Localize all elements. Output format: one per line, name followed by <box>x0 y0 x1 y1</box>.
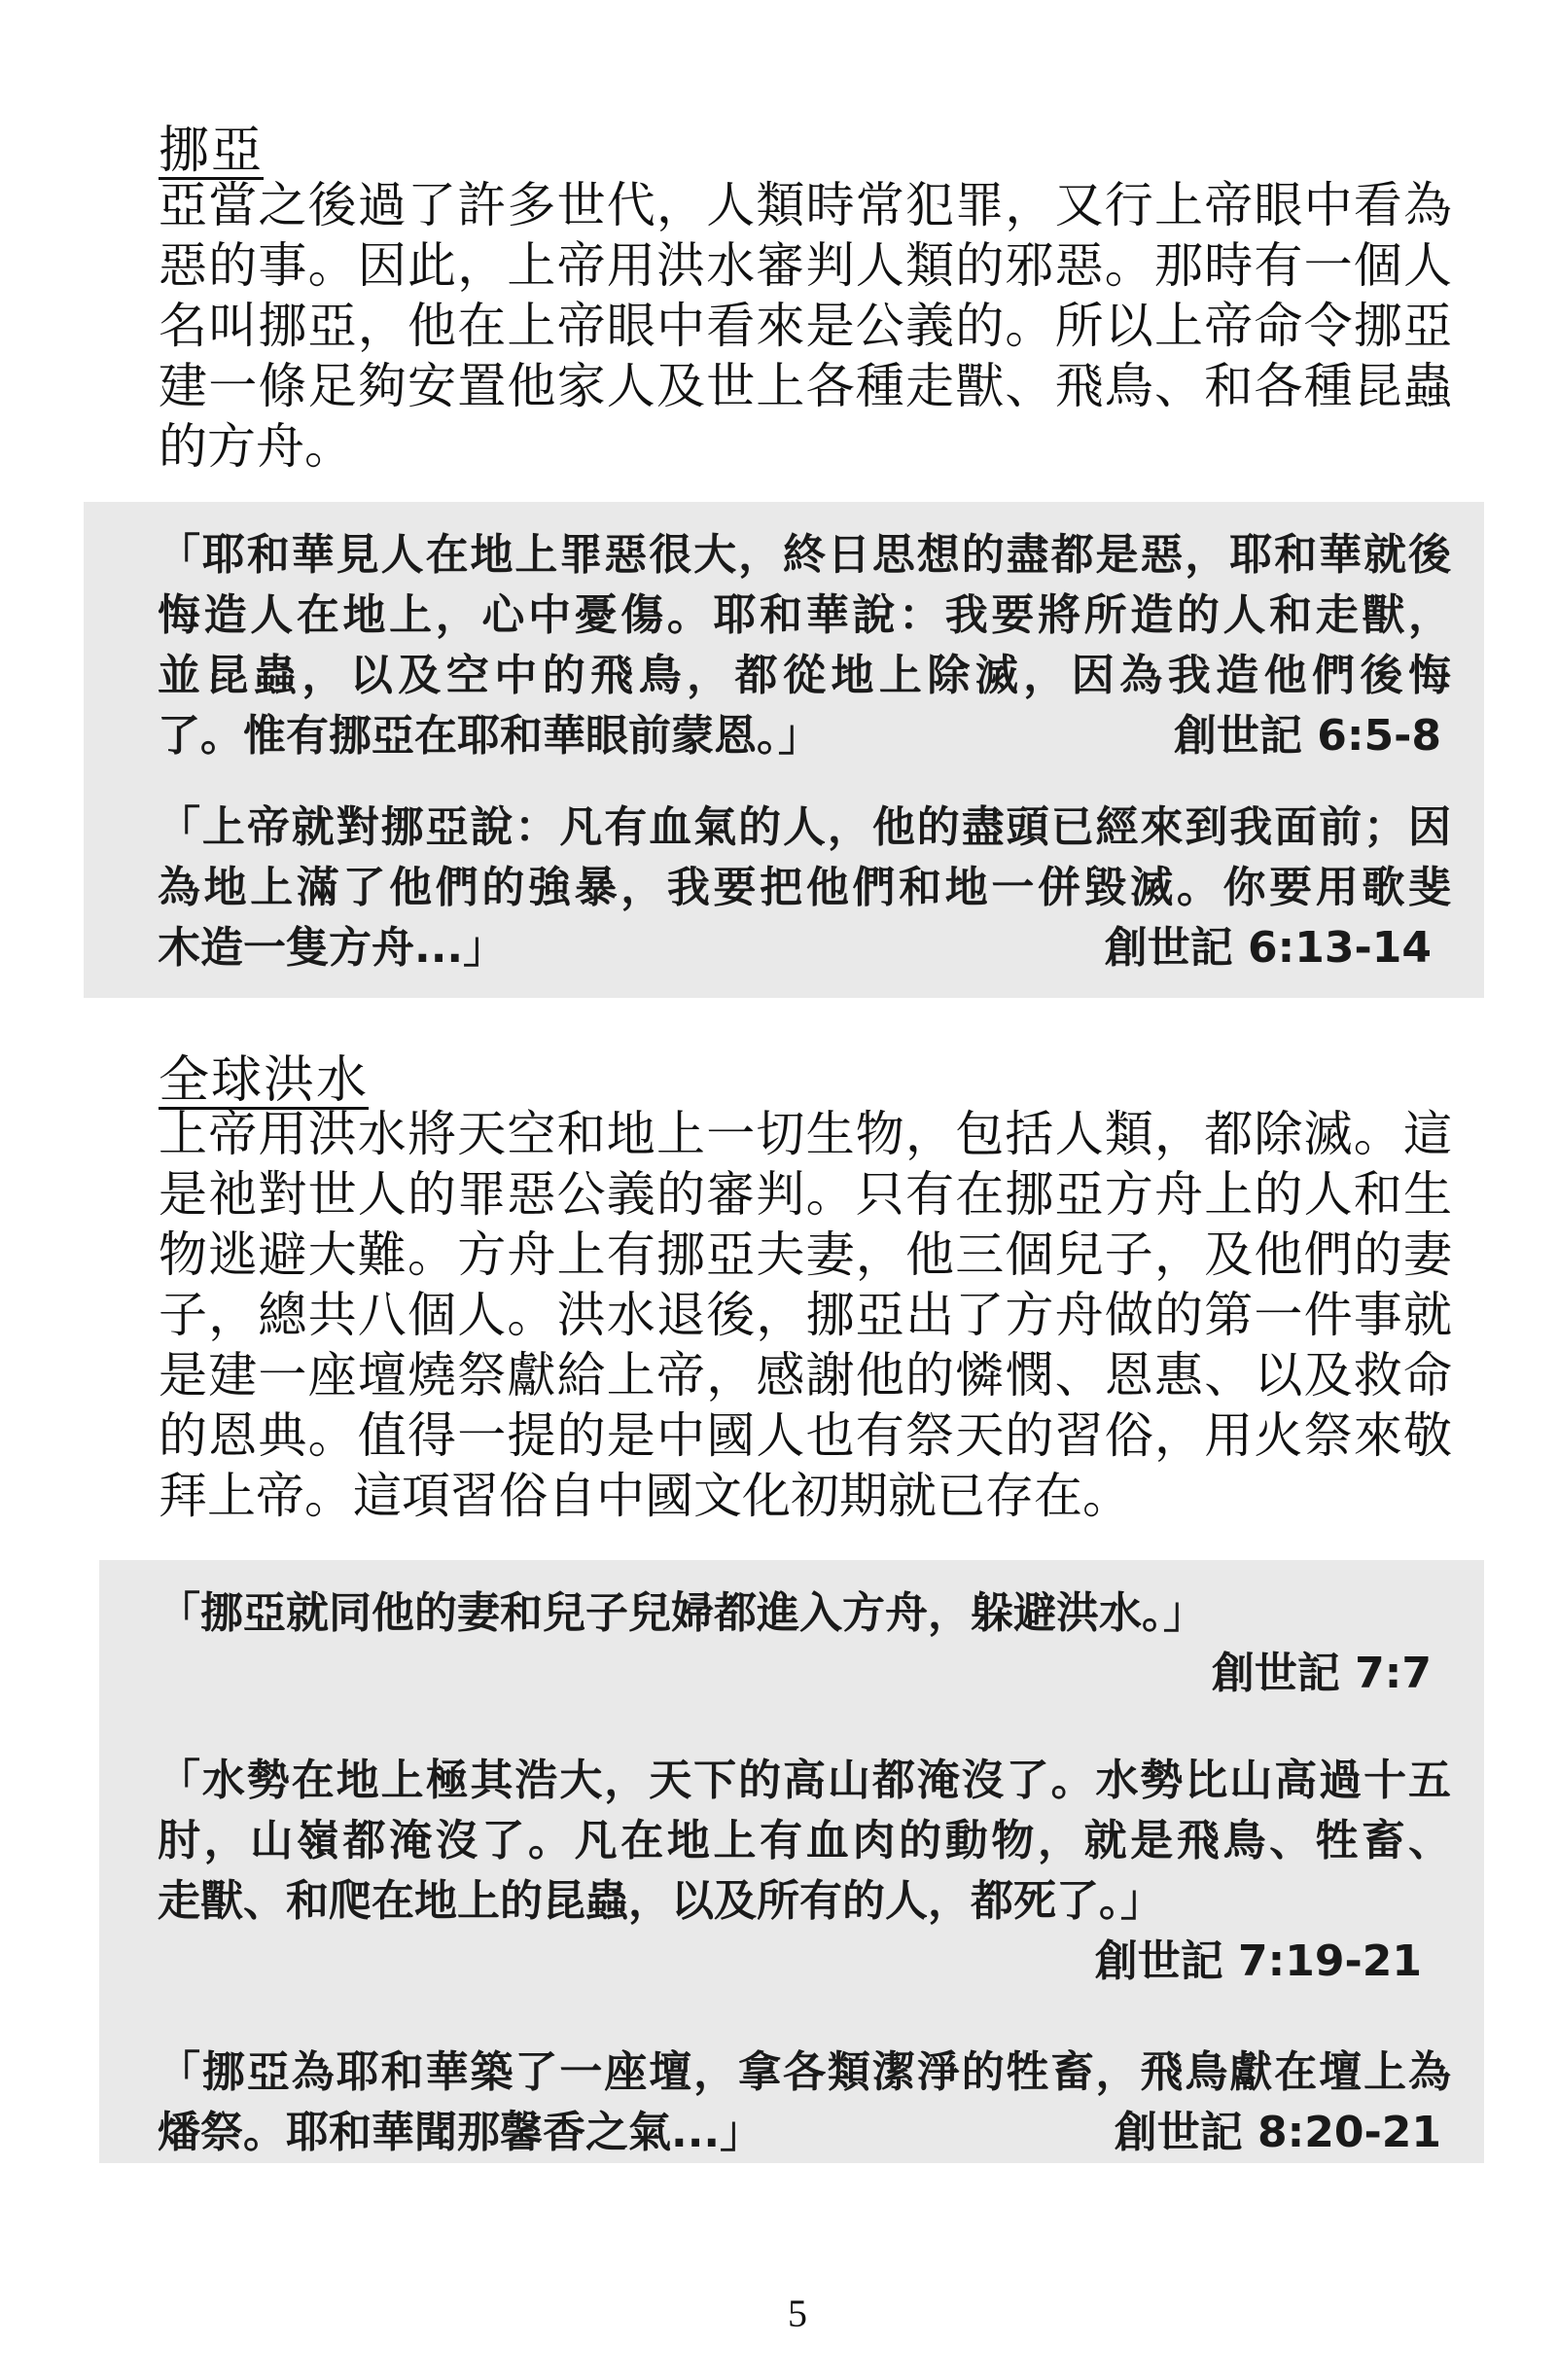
quote-line: 「耶和華見人在地上罪惡很大，終日思想的盡都是惡，耶和華就後 <box>158 530 1451 580</box>
quote-line: 「挪亞就同他的妻和兒子兒婦都進入方舟，躲避洪水。」 <box>158 1588 1206 1638</box>
body-line: 上帝用洪水將天空和地上一切生物，包括人類，都除滅。這 <box>159 1106 1452 1162</box>
body-line: 物逃避大難。方舟上有挪亞夫妻，他三個兒子，及他們的妻 <box>159 1226 1452 1283</box>
quote-line: 「上帝就對挪亞說：凡有血氣的人，他的盡頭已經來到我面前；因 <box>158 802 1451 852</box>
quote-line: 「挪亞為耶和華築了一座壇，拿各類潔淨的牲畜，飛鳥獻在壇上為 <box>158 2047 1451 2097</box>
quote-line: 燔祭。耶和華聞那馨香之氣...」 <box>158 2108 763 2157</box>
quote-line: 肘，山嶺都淹沒了。凡在地上有血肉的動物，就是飛鳥、牲畜、 <box>158 1816 1451 1865</box>
quote-line: 並昆蟲，以及空中的飛鳥，都從地上除滅，因為我造他們後悔 <box>158 651 1451 700</box>
scripture-reference: 創世記 6:5-8 <box>1173 711 1441 761</box>
scripture-reference: 創世記 7:19-21 <box>1094 1936 1422 1986</box>
body-line: 亞當之後過了許多世代，人類時常犯罪，又行上帝眼中看為 <box>159 177 1452 233</box>
body-line: 惡的事。因此，上帝用洪水審判人類的邪惡。那時有一個人 <box>159 237 1452 294</box>
scripture-quote <box>158 525 1451 766</box>
body-line: 名叫挪亞，他在上帝眼中看來是公義的。所以上帝命令挪亞 <box>159 298 1452 354</box>
body-line: 是祂對世人的罪惡公義的審判。只有在挪亞方舟上的人和生 <box>159 1166 1452 1223</box>
section-heading-global-flood: 全球洪水 <box>159 1051 370 1110</box>
quote-line: 「水勢在地上極其浩大，天下的高山都淹沒了。水勢比山高過十五 <box>158 1756 1451 1805</box>
quote-line: 木造一隻方舟...」 <box>158 923 507 973</box>
body-line: 的方舟。 <box>159 418 353 475</box>
scripture-quote <box>158 798 1451 978</box>
scripture-quote <box>158 1751 1451 1992</box>
quote-line: 了。惟有挪亞在耶和華眼前蒙恩。」 <box>158 711 821 761</box>
quote-line: 悔造人在地上，心中憂傷。耶和華說：我要將所造的人和走獸， <box>158 590 1451 640</box>
quote-line: 走獸、和爬在地上的昆蟲，以及所有的人，都死了。」 <box>158 1876 1163 1926</box>
page-number: 5 <box>788 2291 807 2335</box>
body-line: 子，總共八個人。洪水退後，挪亞出了方舟做的第一件事就 <box>159 1287 1452 1343</box>
section-body-noah <box>159 175 1452 477</box>
body-line: 是建一座壇燒祭獻給上帝，感謝他的憐憫、恩惠、以及救命 <box>159 1347 1452 1403</box>
scripture-quote <box>158 2043 1451 2163</box>
section-body-global-flood <box>159 1104 1452 1526</box>
scripture-quote <box>158 1583 1451 1704</box>
body-line: 拜上帝。這項習俗自中國文化初期就已存在。 <box>159 1468 1131 1524</box>
scripture-reference: 創世記 6:13-14 <box>1104 923 1432 973</box>
body-line: 的恩典。值得一提的是中國人也有祭天的習俗，用火祭來敬 <box>159 1407 1452 1464</box>
body-line: 建一條足夠安置他家人及世上各種走獸、飛鳥、和各種昆蟲 <box>159 358 1452 414</box>
quote-line: 為地上滿了他們的強暴，我要把他們和地一併毀滅。你要用歌斐 <box>158 863 1451 912</box>
scripture-reference: 創世記 7:7 <box>1211 1649 1432 1698</box>
scripture-reference: 創世記 8:20-21 <box>1114 2108 1441 2157</box>
section-heading-noah: 挪亞 <box>159 122 265 180</box>
